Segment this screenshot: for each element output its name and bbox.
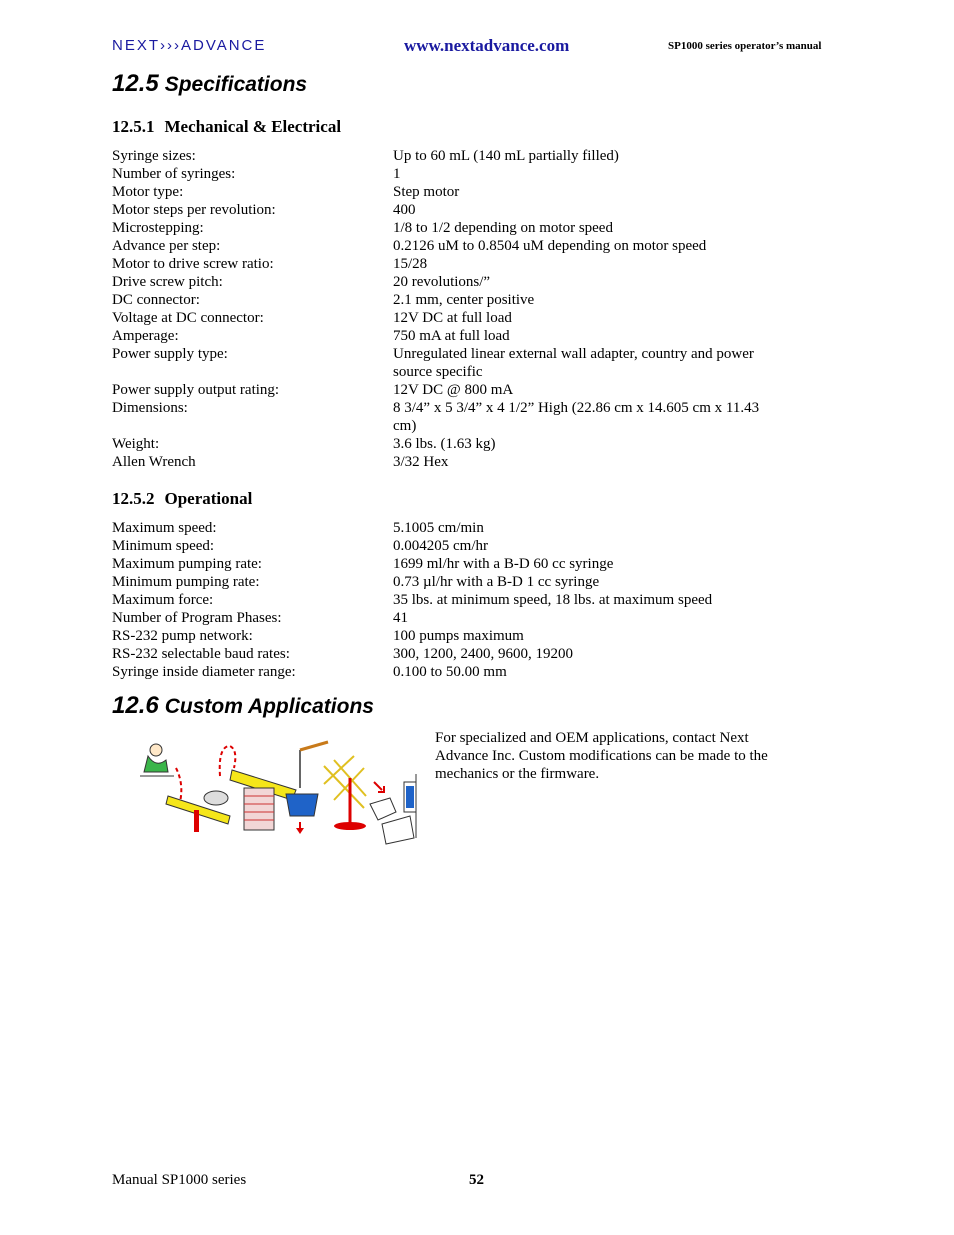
spec-label: DC connector: — [112, 292, 200, 308]
spec-label: Syringe inside diameter range: — [112, 664, 296, 680]
spec-value: 1/8 to 1/2 depending on motor speed — [393, 220, 613, 236]
section-number: 12.6 — [112, 692, 159, 719]
spec-value: 0.2126 uM to 0.8504 uM depending on motor speed — [393, 238, 707, 254]
spec-label: Maximum speed: — [112, 520, 217, 536]
mechanical-spec-row — [112, 183, 812, 201]
spec-value: 3/32 Hex — [393, 454, 449, 470]
operational-spec-row — [112, 591, 812, 609]
spec-label: Syringe sizes: — [112, 148, 196, 164]
spec-value: 0.73 µl/hr with a B-D 1 cc syringe — [393, 574, 600, 590]
mechanical-spec-row — [112, 381, 812, 399]
spec-value: 300, 1200, 2400, 9600, 19200 — [393, 646, 573, 662]
mechanical-spec-row — [112, 345, 812, 381]
mechanical-spec-row — [112, 219, 812, 237]
mechanical-spec-row — [112, 435, 812, 453]
rube-goldberg-illustration — [138, 738, 423, 848]
spec-value: 0.100 to 50.00 mm — [393, 664, 507, 680]
section-heading-12-5 — [112, 70, 307, 98]
mechanical-spec-row — [112, 201, 812, 219]
spec-label: Motor type: — [112, 184, 184, 200]
operational-spec-row — [112, 519, 812, 537]
subsection-heading-12-5-1 — [112, 117, 341, 137]
spec-value: 15/28 — [393, 256, 428, 272]
spec-label: Power supply output rating: — [112, 382, 280, 398]
mechanical-spec-list — [112, 147, 812, 471]
spec-value: 100 pumps maximum — [393, 628, 524, 644]
mechanical-spec-row — [112, 273, 812, 291]
spec-label: Minimum speed: — [112, 538, 215, 554]
spec-label: RS-232 selectable baud rates: — [112, 646, 290, 662]
mechanical-spec-row — [112, 309, 812, 327]
spec-label: Number of syringes: — [112, 166, 236, 182]
subsection-title: Operational — [164, 489, 253, 508]
spec-value: 12V DC @ 800 mA — [393, 382, 514, 398]
spec-label: Microstepping: — [112, 220, 204, 236]
spec-label: Advance per step: — [112, 238, 221, 254]
header-logo: NEXT›››ADVANCE — [112, 37, 267, 54]
spec-value: 1699 ml/hr with a B-D 60 cc syringe — [393, 556, 614, 572]
spec-label: Voltage at DC connector: — [112, 310, 264, 326]
spec-value: Step motor — [393, 184, 460, 200]
section-number: 12.5 — [112, 70, 159, 97]
spec-value: 5.1005 cm/min — [393, 520, 484, 536]
spec-value: 20 revolutions/” — [393, 274, 491, 290]
spec-value: 750 mA at full load — [393, 328, 510, 344]
spec-value: Unregulated linear external wall adapter, country and power source specific — [393, 346, 754, 380]
footer-manual-name: Manual SP1000 series — [112, 1172, 247, 1188]
spec-label: Drive screw pitch: — [112, 274, 223, 290]
spec-value: 400 — [393, 202, 416, 218]
spec-label: Amperage: — [112, 328, 179, 344]
spec-value: 12V DC at full load — [393, 310, 512, 326]
subsection-title: Mechanical & Electrical — [164, 117, 342, 136]
section-title: Specifications — [164, 73, 308, 96]
spec-label: Maximum pumping rate: — [112, 556, 262, 572]
footer-page-number: 52 — [469, 1172, 484, 1188]
mechanical-spec-row — [112, 453, 812, 471]
spec-label: Minimum pumping rate: — [112, 574, 260, 590]
operational-spec-list — [112, 519, 812, 681]
spec-value: 8 3/4” x 5 3/4” x 4 1/2” High (22.86 cm x 14.605 cm x 11.43 cm) — [393, 400, 760, 434]
mechanical-spec-row — [112, 147, 812, 165]
spec-label: Allen Wrench — [112, 454, 196, 470]
subsection-number: 12.5.2 — [112, 489, 155, 508]
operational-spec-row — [112, 537, 812, 555]
operational-spec-row — [112, 663, 812, 681]
custom-applications-text: For specialized and OEM applications, contact Next Advance Inc. Custom modifications can be made to the mechanics or the firmware. — [435, 730, 768, 782]
spec-label: Number of Program Phases: — [112, 610, 282, 626]
subsection-heading-12-5-2 — [112, 489, 252, 509]
mechanical-spec-row — [112, 237, 812, 255]
spec-value: 3.6 lbs. (1.63 kg) — [393, 436, 496, 452]
mechanical-spec-row — [112, 255, 812, 273]
subsection-number: 12.5.1 — [112, 117, 155, 136]
mechanical-spec-row — [112, 291, 812, 309]
section-heading-12-6 — [112, 692, 374, 720]
mechanical-spec-row — [112, 165, 812, 183]
operational-spec-row — [112, 645, 812, 663]
spec-label: Motor steps per revolution: — [112, 202, 276, 218]
spec-label: Maximum force: — [112, 592, 214, 608]
spec-value: 2.1 mm, center positive — [393, 292, 535, 308]
spec-value: 41 — [393, 610, 408, 626]
spec-label: Weight: — [112, 436, 160, 452]
spec-label: Dimensions: — [112, 400, 188, 416]
header-manual-title: SP1000 series operator’s manual — [668, 40, 822, 52]
spec-value: 0.004205 cm/hr — [393, 538, 488, 554]
spec-label: Motor to drive screw ratio: — [112, 256, 274, 272]
section-title: Custom Applications — [164, 695, 374, 718]
operational-spec-row — [112, 627, 812, 645]
spec-value: Up to 60 mL (140 mL partially filled) — [393, 148, 619, 164]
operational-spec-row — [112, 609, 812, 627]
spec-value: 35 lbs. at minimum speed, 18 lbs. at maximum speed — [393, 592, 713, 608]
operational-spec-row — [112, 573, 812, 591]
mechanical-spec-row — [112, 399, 812, 435]
spec-label: Power supply type: — [112, 346, 228, 362]
spec-value: 1 — [393, 166, 401, 182]
spec-label: RS-232 pump network: — [112, 628, 253, 644]
header-url[interactable]: www.nextadvance.com — [404, 36, 570, 55]
mechanical-spec-row — [112, 327, 812, 345]
operational-spec-row — [112, 555, 812, 573]
